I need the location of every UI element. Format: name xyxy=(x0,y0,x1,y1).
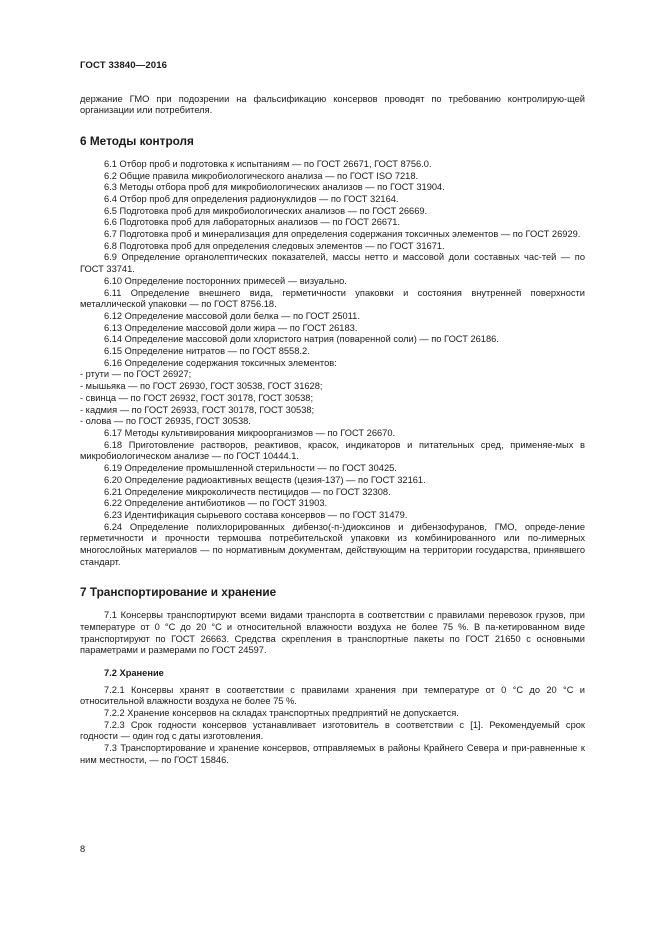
clause-6-21: 6.21 Определение микроколичеств пестицидов — по ГОСТ 32308. xyxy=(104,486,391,497)
clause-7-2-1: 7.2.1 Консервы хранят в соответствии с правилами хранения при температуре от 0 °С до 20 °С и относительной влажности воздуха не более 75 %. xyxy=(80,684,585,707)
clause-6-13: 6.13 Определение массовой доли жира — по ГОСТ 26183. xyxy=(104,322,358,333)
intro-paragraph: держание ГМО при подозрении на фальсификацию консервов проводят по требованию контролирую-щей организации или потребителя. xyxy=(80,93,585,116)
toxic-item-mercury: - ртути — по ГОСТ 26927; xyxy=(80,369,192,380)
clause-7-1: 7.1 Консервы транспортируют всеми видами транспорта в соответствии с правилами перевозок грузов, при температуре от 0 °С до 20 °С и относительной влажности воздуха не более 75 %. В па-кетированном виде транспортируют по ГОСТ 26663. Средства скрепления в транспортные пакеты по ГОСТ 21650 с основными параметрами и размерами по ГОСТ 24597. xyxy=(80,610,585,656)
clause-6-24: 6.24 Определение полихлорированных дибензо(-п-)диоксинов и дибензофуранов, ГМО, опреде-ление герметичности и прочности термошва потребительской упаковки из комбинированного или по-лимерных многослойных материалов — по нормативным документам, действующим на территории государства, принявшего стандарт. xyxy=(80,521,585,567)
clause-6-3: 6.3 Методы отбора проб для микробиологических анализов — по ГОСТ 31904. xyxy=(104,182,445,193)
clause-6-7: 6.7 Подготовка проб и минерализация для определения содержания токсичных элементов — по ГОСТ 26929. xyxy=(104,229,581,240)
clause-6-23: 6.23 Идентификация сырьевого состава консервов — по ГОСТ 31479. xyxy=(104,509,408,520)
page-number: 8 xyxy=(80,844,86,854)
document-page xyxy=(80,60,585,767)
clause-6-9: 6.9 Определение органолептических показателей, массы нетто и массовой доли составных час-тей — по ГОСТ 33741. xyxy=(80,252,585,275)
clause-6-15: 6.15 Определение нитратов — по ГОСТ 8558.2. xyxy=(104,346,310,357)
clause-7-2-3: 7.2.3 Срок годности консервов устанавливает изготовитель в соответствии с [1]. Рекомендуемый срок годности — один год с даты изготовления. xyxy=(80,719,585,742)
clause-6-16: 6.16 Определение содержания токсичных элементов: xyxy=(104,357,337,368)
clause-6-14: 6.14 Определение массовой доли хлористого натрия (поваренной соли) — по ГОСТ 26186. xyxy=(104,334,499,345)
clause-6-18: 6.18 Приготовление растворов, реактивов, красок, индикаторов и питательных сред, применяе-мых в микробиологическом анализе — по ГОСТ 10444.1. xyxy=(80,439,585,462)
section-7-title: 7 Транспортирование и хранение xyxy=(80,585,277,600)
clause-6-11: 6.11 Определение внешнего вида, герметичности упаковки и состояния внутренней поверхности металлической упаковки — по ГОСТ 8756.18. xyxy=(80,287,585,310)
clause-6-2: 6.2 Общие правила микробиологического анализа — по ГОСТ ISO 7218. xyxy=(104,170,419,181)
clause-6-22: 6.22 Определение антибиотиков — по ГОСТ 31903. xyxy=(104,498,328,509)
toxic-item-cadmium: - кадмия — по ГОСТ 26933, ГОСТ 30178, ГОСТ 30538; xyxy=(80,404,315,415)
clause-6-1: 6.1 Отбор проб и подготовка к испытаниям — по ГОСТ 26671, ГОСТ 8756.0. xyxy=(104,158,432,169)
clause-6-4: 6.4 Отбор проб для определения радионуклидов — по ГОСТ 32164. xyxy=(104,193,399,204)
clause-6-20: 6.20 Определение радиоактивных веществ (цезия-137) — по ГОСТ 32161. xyxy=(104,474,426,485)
clause-6-8: 6.8 Подготовка проб для определения следовых элементов — по ГОСТ 31671. xyxy=(104,240,445,251)
toxic-item-arsenic: - мышьяка — по ГОСТ 26930, ГОСТ 30538, ГОСТ 31628; xyxy=(80,381,323,392)
clause-6-17: 6.17 Методы культивирования микроорганизмов — по ГОСТ 26670. xyxy=(104,427,396,438)
clause-6-5: 6.5 Подготовка проб для микробиологических анализов — по ГОСТ 26669. xyxy=(104,205,428,216)
clause-7-3: 7.3 Транспортирование и хранение консервов, отправляемых в районы Крайнего Севера и при-равненные к ним местности, — по ГОСТ 15846. xyxy=(80,743,585,765)
clause-6-12: 6.12 Определение массовой доли белка — по ГОСТ 25011. xyxy=(104,310,360,321)
section-6-title: 6 Методы контроля xyxy=(80,134,194,149)
toxic-item-tin: - олова — по ГОСТ 26935, ГОСТ 30538. xyxy=(80,416,251,427)
clause-6-10: 6.10 Определение посторонних примесей — визуально. xyxy=(104,275,347,286)
clause-7-2-2: 7.2.2 Хранение консервов на складах транспортных предприятий не допускается. xyxy=(104,708,459,719)
toxic-item-lead: - свинца — по ГОСТ 26932, ГОСТ 30178, ГОСТ 30538; xyxy=(80,392,314,403)
clause-6-19: 6.19 Определение промышленной стерильности — по ГОСТ 30425. xyxy=(104,463,397,474)
document-header: ГОСТ 33840—2016 xyxy=(80,60,168,71)
clause-6-6: 6.6 Подготовка проб для лабораторных анализов — по ГОСТ 26671. xyxy=(104,217,400,228)
subsection-7-2-title: 7.2 Хранение xyxy=(104,667,164,678)
